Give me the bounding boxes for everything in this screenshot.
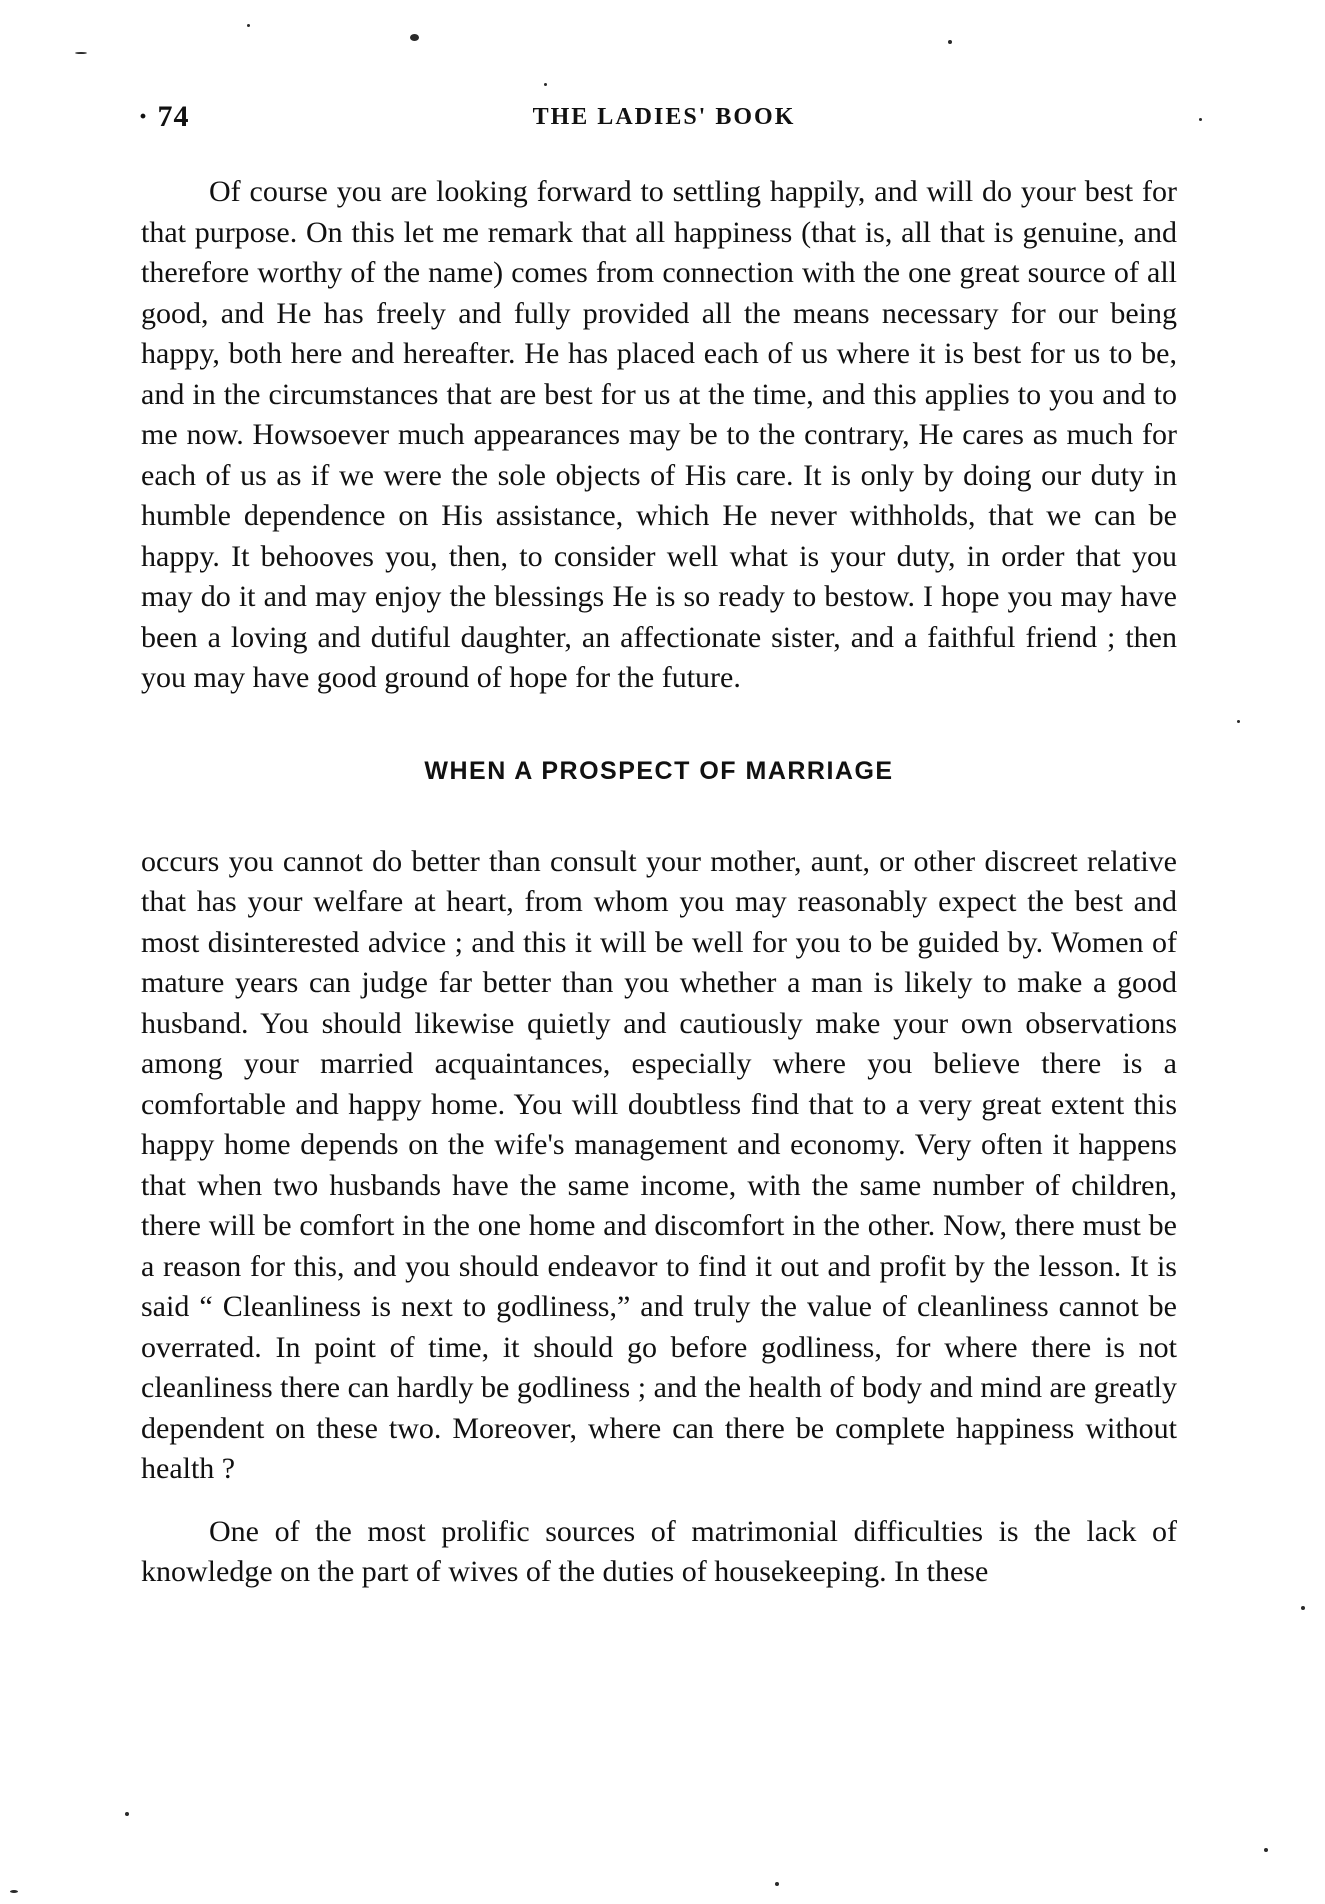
scan-speck	[1264, 1848, 1268, 1852]
paragraph-2: occurs you cannot do better than consult your mother, aunt, or other discreet relative that has your welfare at heart, from whom you may reasonably expect the best and most disinterested advice ; and this it will be well for you to be guided by. Women of mature years can judge far better than you whether a man is likely to make a good husband. You should likewise quietly and cautiously make your own observations among your married acquaintances, especially where you believe there is a comfortable and happy home. You will doubtless find that to a very great extent this happy home depends on the wife's management and economy. Very often it happens that when two husbands have the same income, with the same number of children, there will be comfort in the one home and discomfort in the other. Now, there must be a reason for this, and you should endeavor to find it out and profit by the lesson. It is said “ Cleanliness is next to godliness,” and truly the value of cleanliness cannot be overrated. In point of time, it should go before godliness, for where there is not cleanliness there can hardly be godliness ; and the health of body and mind are greatly dependent on these two. Moreover, where can there be complete happiness without health ?	[141, 844, 1177, 1485]
paragraph-3: One of the most prolific sources of matrimonial difficulties is the lack of knowledge on the part of wives of the duties of housekeeping. In these	[141, 1514, 1177, 1588]
scan-speck	[410, 34, 419, 41]
page-header	[138, 100, 1190, 140]
scan-speck	[775, 1882, 779, 1886]
section-heading: WHEN A PROSPECT OF MARRIAGE	[424, 756, 894, 785]
scan-speck	[948, 40, 952, 44]
page-number: · 74	[138, 100, 190, 133]
scan-speck	[544, 83, 547, 86]
paragraph-1: Of course you are looking forward to settling happily, and will do your best for that purpose. On this let me remark that all happiness (that is, all that is genuine, and therefore worthy of the name) comes from connection with the one great source of all good, and He has freely and fully provided all the means necessary for our being happy, both here and hereafter. He has placed each of us where it is best for us to be, and in the circumstances that are best for us at the time, and this applies to you and to me now. Howsoever much appearances may be to the contrary, He cares as much for each of us as if we were the sole objects of His care. It is only by doing our duty in humble dependence on His assistance, which He never withholds, that we can be happy. It behooves you, then, to consider well what is your duty, in order that you may do it and may enjoy the blessings He is so ready to bestow. I hope you may have been a loving and dutiful daughter, an affectionate sister, and a faithful friend ; then you may have good ground of hope for the future.	[141, 175, 1177, 694]
scan-speck	[1301, 1606, 1305, 1610]
running-title: THE LADIES' BOOK	[532, 104, 796, 130]
scan-speck	[1237, 720, 1240, 723]
scan-speck	[247, 24, 250, 27]
scan-speck	[10, 1890, 18, 1893]
scan-speck	[1199, 118, 1202, 121]
scan-speck	[125, 1812, 129, 1816]
scan-speck	[75, 52, 87, 54]
page-body	[141, 172, 1177, 1593]
